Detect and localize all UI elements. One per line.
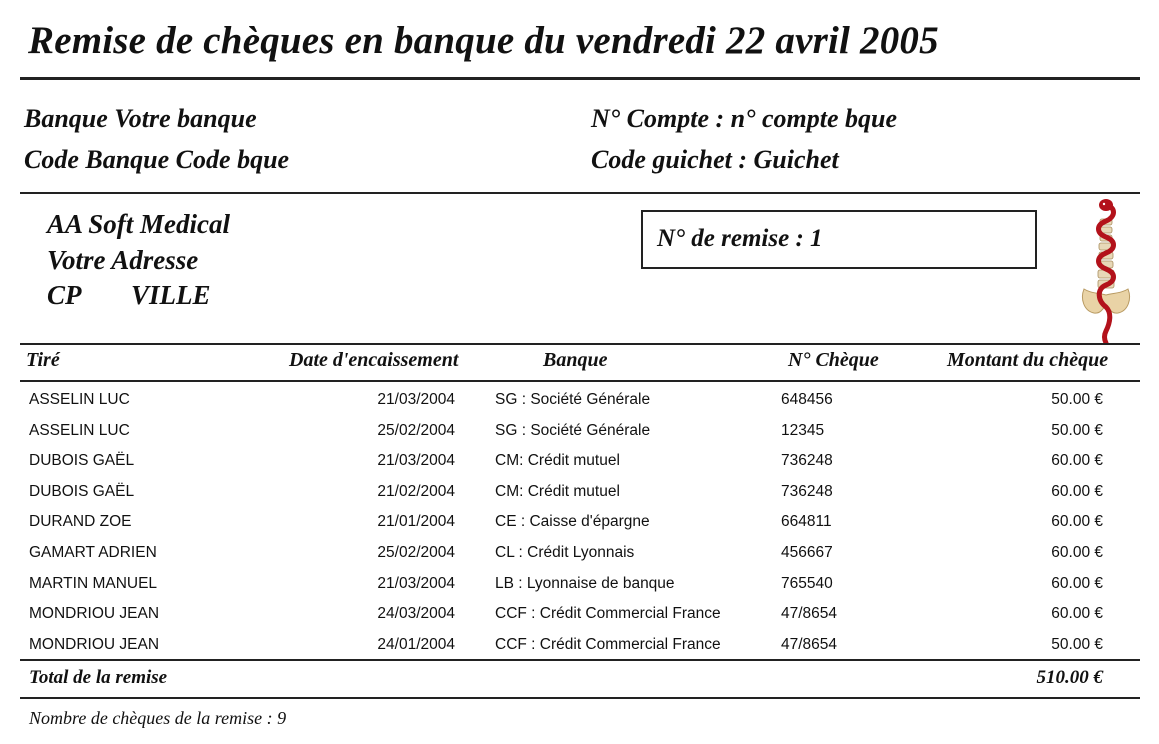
- column-header-cheque: N° Chèque: [788, 349, 879, 371]
- table-row: [0, 483, 1159, 513]
- cell-montant: 60.00 €: [1051, 513, 1103, 531]
- cell-cheque-number: 765540: [781, 574, 833, 592]
- table-row: [0, 636, 1159, 666]
- table-header-divider: [20, 380, 1140, 382]
- cell-montant: 50.00 €: [1051, 635, 1103, 653]
- cell-montant: 60.00 €: [1051, 574, 1103, 592]
- cell-tire: GAMART ADRIEN: [29, 544, 157, 561]
- cell-date: 21/03/2004: [377, 452, 455, 470]
- caduceus-spine-icon: [1076, 197, 1136, 345]
- company-postcode: CP: [47, 280, 82, 310]
- cell-banque: LB : Lyonnaise de banque: [495, 574, 675, 592]
- page-title: Remise de chèques en banque du vendredi 22 avril 2005: [28, 19, 939, 62]
- cell-date: 25/02/2004: [377, 544, 455, 561]
- cell-banque: CE : Caisse d'épargne: [495, 513, 650, 531]
- table-row: [0, 422, 1159, 452]
- cell-cheque-number: 12345: [781, 421, 825, 439]
- table-row: [0, 575, 1159, 605]
- column-header-tire: Tiré: [26, 349, 60, 371]
- cell-tire: MONDRIOU JEAN: [29, 635, 160, 653]
- cell-montant: 60.00 €: [1051, 452, 1103, 470]
- cell-date: 25/02/2004: [377, 421, 455, 439]
- cell-montant: 50.00 €: [1051, 391, 1103, 408]
- column-header-montant: Montant du chèque: [947, 349, 1109, 371]
- cell-date: 24/01/2004: [377, 635, 455, 653]
- column-header-banque: Banque: [543, 349, 608, 371]
- bank-divider: [20, 192, 1140, 194]
- bank-name: Banque Votre banque: [24, 104, 257, 133]
- cheque-count: Nombre de chèques de la remise : 9: [29, 708, 287, 728]
- cell-date: 24/03/2004: [377, 605, 455, 623]
- cell-banque: CM: Crédit mutuel: [495, 482, 620, 500]
- company-name: AA Soft Medical: [47, 209, 231, 239]
- total-label: Total de la remise: [29, 667, 168, 688]
- cell-date: 21/03/2004: [377, 574, 455, 592]
- remise-number-box: [641, 210, 1037, 269]
- total-divider: [20, 697, 1140, 699]
- bank-code: Code Banque Code bque: [24, 145, 290, 174]
- account-number: N° Compte : n° compte bque: [591, 104, 898, 133]
- remise-number: N° de remise : 1: [657, 225, 823, 252]
- column-header-date: Date d'encaissement: [289, 349, 459, 371]
- title-divider: [20, 77, 1140, 80]
- cell-cheque-number: 648456: [781, 391, 833, 408]
- company-address: Votre Adresse: [47, 245, 199, 275]
- table-row: [0, 391, 1159, 421]
- cell-cheque-number: 456667: [781, 544, 833, 561]
- cell-date: 21/01/2004: [377, 513, 455, 531]
- cell-cheque-number: 736248: [781, 482, 833, 500]
- cell-date: 21/03/2004: [377, 391, 455, 408]
- header-divider: [20, 343, 1140, 345]
- cell-montant: 50.00 €: [1051, 421, 1103, 439]
- cell-date: 21/02/2004: [377, 482, 455, 500]
- cell-tire: ASSELIN LUC: [29, 391, 130, 408]
- table-bottom-divider: [20, 659, 1140, 661]
- total-value: 510.00 €: [1036, 667, 1103, 688]
- cell-banque: CL : Crédit Lyonnais: [495, 544, 635, 561]
- cell-cheque-number: 736248: [781, 452, 833, 470]
- cell-montant: 60.00 €: [1051, 544, 1103, 561]
- cell-tire: DURAND ZOE: [29, 513, 132, 531]
- cell-banque: SG : Société Générale: [495, 421, 651, 439]
- cell-montant: 60.00 €: [1051, 605, 1103, 623]
- cell-banque: CCF : Crédit Commercial France: [495, 605, 721, 623]
- cell-banque: SG : Société Générale: [495, 391, 651, 408]
- cell-tire: MARTIN MANUEL: [29, 574, 158, 592]
- table-row: [0, 605, 1159, 635]
- cell-tire: MONDRIOU JEAN: [29, 605, 160, 623]
- table-row: [0, 513, 1159, 543]
- cell-cheque-number: 47/8654: [781, 605, 838, 623]
- table-row: [0, 544, 1159, 574]
- cell-cheque-number: 47/8654: [781, 635, 838, 653]
- table-row: [0, 452, 1159, 482]
- cell-banque: CCF : Crédit Commercial France: [495, 635, 721, 653]
- company-city: VILLE: [131, 280, 211, 310]
- cell-montant: 60.00 €: [1051, 482, 1103, 500]
- cell-banque: CM: Crédit mutuel: [495, 452, 620, 470]
- cell-tire: DUBOIS GAËL: [29, 452, 135, 470]
- branch-code: Code guichet : Guichet: [591, 145, 839, 174]
- cell-tire: DUBOIS GAËL: [29, 482, 135, 500]
- cell-cheque-number: 664811: [781, 513, 832, 531]
- cell-tire: ASSELIN LUC: [29, 421, 130, 439]
